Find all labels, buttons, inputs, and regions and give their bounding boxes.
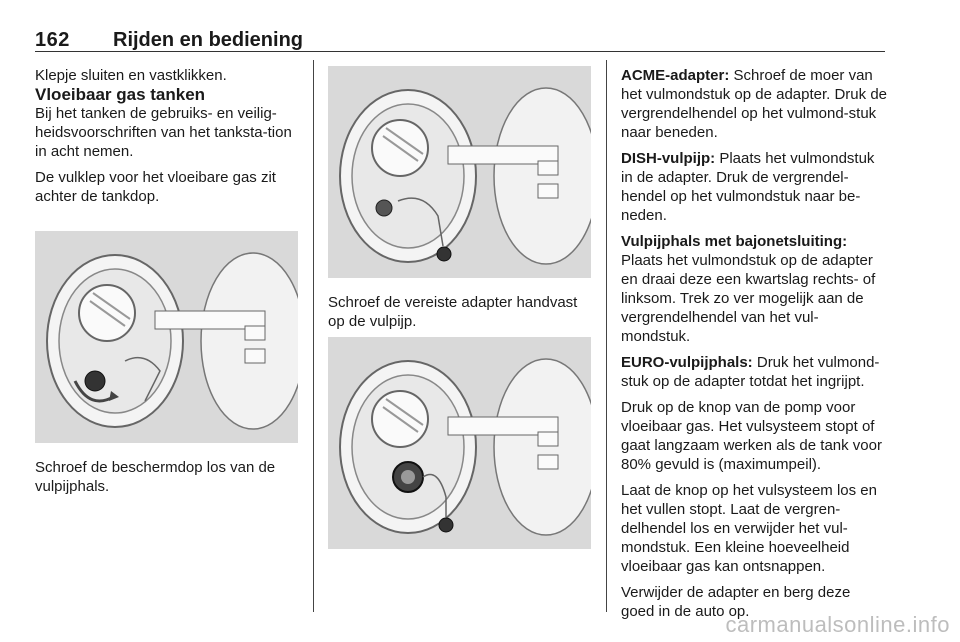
safety-text: Bij het tanken de gebruiks- en veilig-heidsvoorschriften van het tanksta-tion in acht nemen. — [35, 105, 292, 160]
store-adapter-paragraph: Verwijder de adapter en berg deze goed in de auto op. — [621, 584, 851, 620]
fuel-flap-cap-illustration — [328, 66, 591, 278]
figure-adapter-fitted — [328, 337, 591, 549]
column-divider-2 — [606, 60, 607, 612]
acme-paragraph — [621, 66, 887, 142]
section-heading: Vloeibaar gas tanken — [35, 85, 206, 104]
chapter-title: Rijden en bediening — [113, 29, 304, 51]
euro-paragraph — [621, 353, 887, 391]
acme-text: Schroef de moer van het vulmondstuk op de adapter. Druk de vergrendelhendel op het vulmond-stuk naar beneden. — [621, 67, 888, 141]
dish-text: Plaats het vulmondstuk in de adapter. Druk de vergrendel-hendel op het vulmondstuk naar be-neden. — [621, 150, 875, 224]
bayonet-term: Vulpijphals met bajonetsluiting: — [621, 233, 848, 250]
column-2-caption-block — [328, 293, 596, 331]
column-1-caption — [35, 458, 303, 496]
header-rule — [35, 51, 885, 52]
figure-remove-cap — [35, 231, 298, 443]
fuel-flap-adapter-illustration — [328, 337, 591, 549]
euro-text: Druk het vulmond-stuk op de adapter totdat het ingrijpt. — [621, 354, 880, 390]
figure-adapter-cap — [328, 66, 591, 278]
dish-term: DISH-vulpijp: — [621, 150, 716, 167]
column-3 — [621, 66, 887, 621]
column-1 — [35, 66, 303, 206]
page-number: 162 — [35, 29, 70, 51]
figure-2-caption: Schroef de vereiste adapter handvast op de vulpijp. — [328, 294, 578, 330]
bayonet-paragraph — [621, 232, 887, 346]
valve-location-text: De vulklep voor het vloeibare gas zit achter de tankdop. — [35, 169, 276, 205]
acme-term: ACME-adapter: — [621, 67, 730, 84]
page-header — [35, 29, 885, 51]
figure-1-caption: Schroef de beschermdop los van de vulpijphals. — [35, 459, 276, 495]
euro-term: EURO-vulpijphals: — [621, 354, 753, 371]
bayonet-text: Plaats het vulmondstuk op de adapter en draai deze een kwartslag rechts- of linksom. Trek zo ver mogelijk aan de vergrendelhendel van het vul-mondstuk. — [621, 252, 876, 345]
close-flap-text: Klepje sluiten en vastklikken. — [35, 67, 227, 84]
fuel-flap-illustration — [35, 231, 298, 443]
pump-button-paragraph: Druk op de knop van de pomp voor vloeibaar gas. Het vulsysteem stopt of gaat langzaam werken als de tank voor 80% gevuld is (maximumpeil). — [621, 399, 882, 473]
release-paragraph: Laat de knop op het vulsysteem los en het vullen stopt. Laat de vergren-delhendel los en verwijder het vul-mondstuk. Een kleine hoeveelheid vloeibaar gas kan ontsnappen. — [621, 482, 877, 575]
column-divider-1 — [313, 60, 314, 612]
dish-paragraph — [621, 149, 887, 225]
watermark[interactable]: carmanualsonline.info — [725, 612, 950, 637]
